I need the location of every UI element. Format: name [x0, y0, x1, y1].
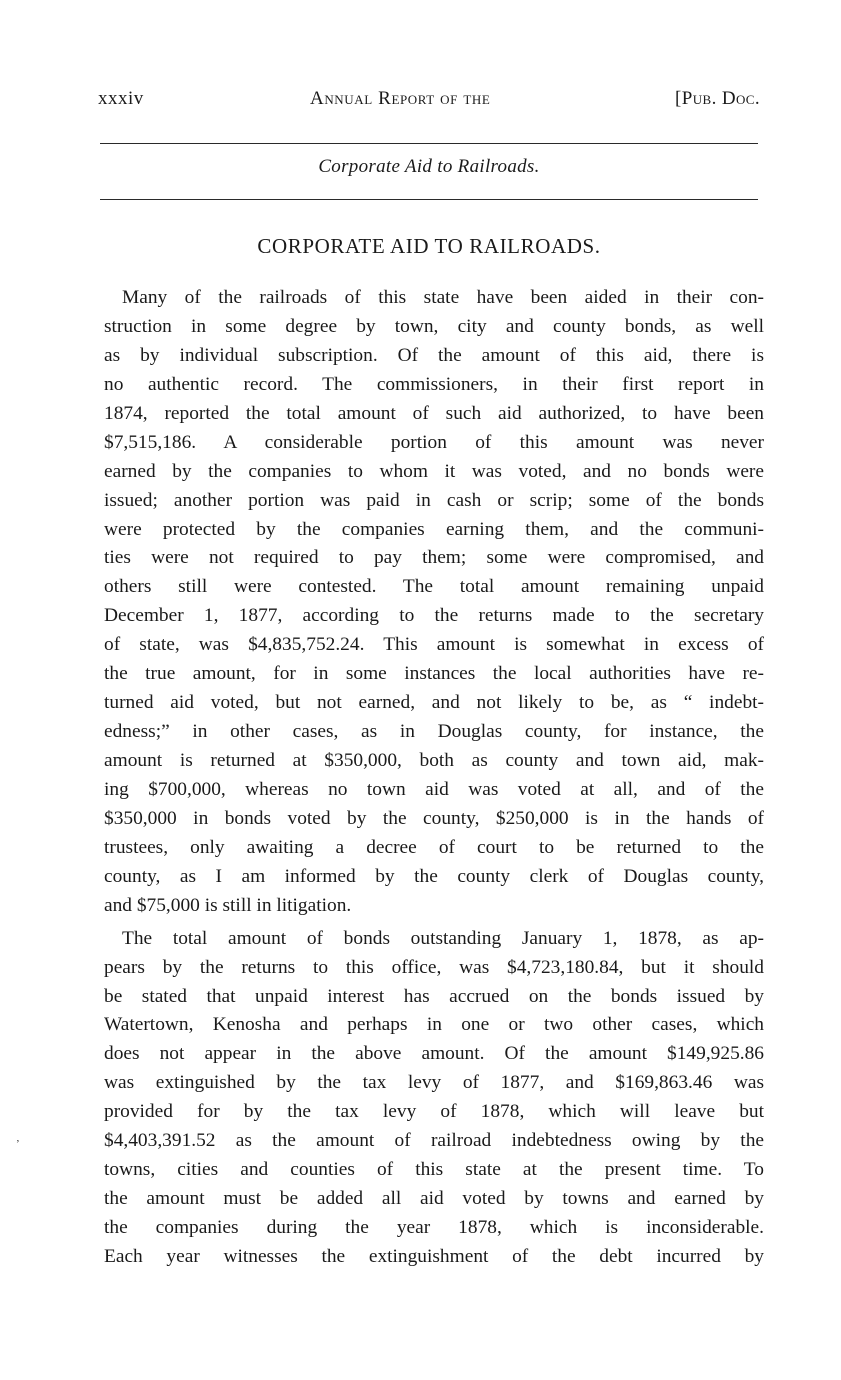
text-line: was extinguished by the tax levy of 1877, and $169,863.46 was	[104, 1072, 764, 1094]
text-line: towns, cities and counties of this state at the present time. To	[104, 1159, 764, 1181]
text-line: the companies during the year 1878, which is inconsiderable.	[104, 1217, 764, 1238]
text-line: turned aid voted, but not earned, and not likely to be, as “ indebt-	[104, 692, 764, 714]
running-title: Annual Report of the	[310, 88, 491, 109]
text-line: Watertown, Kenosha and perhaps in one or two other cases, which	[104, 1014, 764, 1036]
text-line: were protected by the companies earning them, and the communi-	[104, 518, 764, 540]
text-line: issued; another portion was paid in cash or scrip; some of the bonds	[104, 489, 764, 511]
text-line: does not appear in the above amount. Of the amount $149,925.86	[104, 1043, 764, 1065]
text-line: $7,515,186. A considerable portion of this amount was never	[104, 431, 764, 453]
text-line: ing $700,000, whereas no town aid was voted at all, and of the	[104, 778, 764, 800]
text-line: pears by the returns to this office, was $4,723,180.84, but it should	[104, 956, 764, 978]
text-line: the amount must be added all aid voted by towns and earned by	[104, 1188, 764, 1210]
text-line: earned by the companies to whom it was voted, and no bonds were	[104, 460, 764, 482]
paragraph	[104, 925, 764, 1272]
text-line: others still were contested. The total amount remaining unpaid	[104, 576, 764, 598]
text-line: be stated that unpaid interest has accrued on the bonds issued by	[104, 985, 764, 1007]
text-line: ties were not required to pay them; some were compromised, and	[104, 547, 764, 569]
running-header	[98, 88, 760, 114]
text-line: as by individual subscription. Of the amount of this aid, there is	[104, 344, 764, 366]
publication-label: [Pub. Doc.	[675, 88, 760, 109]
text-line: $350,000 in bonds voted by the county, $250,000 is in the hands of	[104, 807, 764, 829]
margin-mark: ‚	[16, 1132, 20, 1144]
section-caption: Corporate Aid to Railroads.	[318, 156, 540, 177]
text-line: provided for by the tax levy of 1878, which will leave but	[104, 1101, 764, 1123]
text-line: and $75,000 is still in litigation.	[104, 894, 352, 916]
text-line: the true amount, for in some instances the local authorities have re-	[104, 663, 764, 685]
body-text	[104, 284, 764, 1272]
text-line: amount is returned at $350,000, both as county and town aid, mak-	[104, 750, 764, 771]
top-rule-divider	[100, 143, 758, 144]
text-line: edness;” in other cases, as in Douglas county, for instance, the	[104, 721, 764, 743]
text-line: 1874, reported the total amount of such aid authorized, to have been	[104, 402, 764, 424]
text-line: $4,403,391.52 as the amount of railroad indebtedness owing by the	[104, 1130, 764, 1152]
text-line: Each year witnesses the extinguishment of the debt incurred by	[104, 1245, 764, 1267]
text-line: of state, was $4,835,752.24. This amount is somewhat in excess of	[104, 634, 764, 656]
main-heading: CORPORATE AID TO RAILROADS.	[257, 234, 601, 258]
text-line: December 1, 1877, according to the returns made to the secretary	[104, 605, 764, 627]
text-line: no authentic record. The commissioners, in their first report in	[104, 373, 764, 395]
page-number: xxxiv	[98, 88, 144, 109]
text-line: trustees, only awaiting a decree of court to be returned to the	[104, 836, 764, 858]
paragraph	[104, 284, 764, 921]
text-line: The total amount of bonds outstanding January 1, 1878, as ap-	[122, 927, 764, 949]
text-line: Many of the railroads of this state have been aided in their con-	[122, 287, 764, 308]
text-line: struction in some degree by town, city and county bonds, as well	[104, 315, 764, 337]
text-line: county, as I am informed by the county clerk of Douglas county,	[104, 865, 764, 887]
bottom-rule-divider	[100, 199, 758, 200]
